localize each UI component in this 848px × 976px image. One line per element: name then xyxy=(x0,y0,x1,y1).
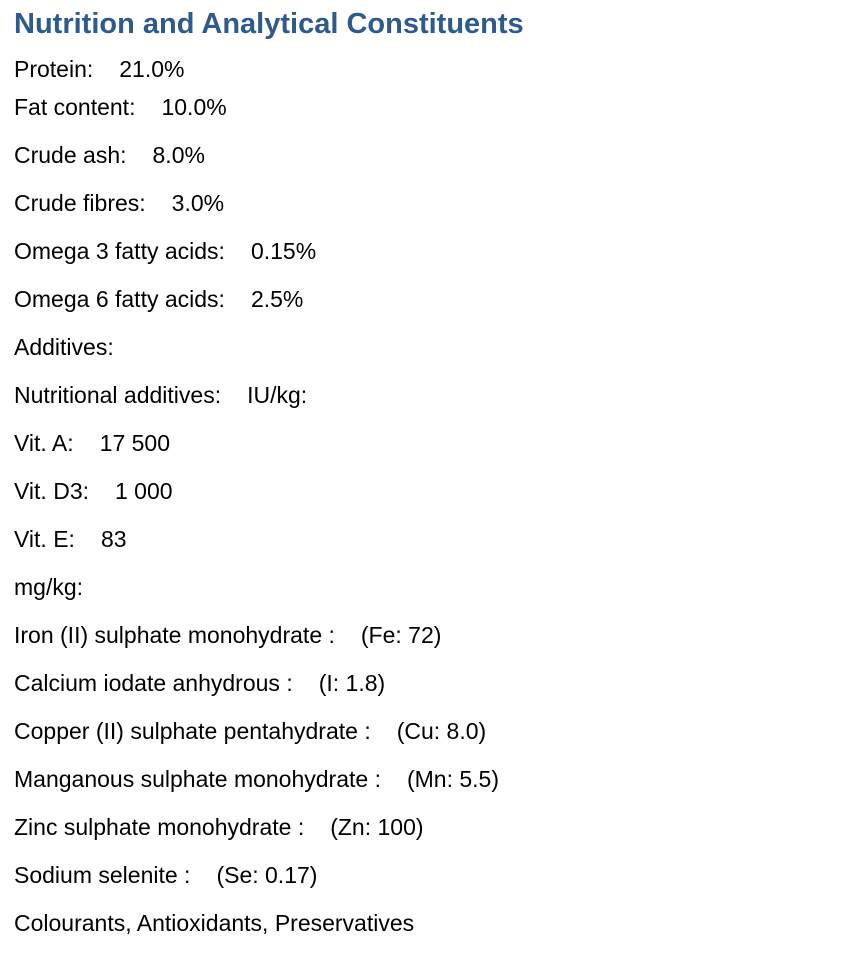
list-item xyxy=(14,799,834,847)
row-value: (Mn: 5.5) xyxy=(406,766,499,792)
row-label: Omega 3 fatty acids: xyxy=(14,238,225,264)
row-label: Calcium iodate anhydrous : xyxy=(14,670,293,696)
list-item xyxy=(14,511,834,559)
row-label: Omega 6 fatty acids: xyxy=(14,286,225,312)
list-item xyxy=(14,367,834,415)
row-label: Fat content: xyxy=(14,94,136,120)
row-label: Sodium selenite : xyxy=(14,862,191,888)
row-value: IU/kg: xyxy=(247,382,308,408)
list-item xyxy=(14,847,834,895)
row-value: 8.0% xyxy=(152,142,205,168)
list-item xyxy=(14,43,834,82)
page-title: Nutrition and Analytical Constituents xyxy=(14,8,524,40)
row-label: Vit. E: xyxy=(14,526,75,552)
row-value: 83 xyxy=(100,526,127,552)
row-label: mg/kg: xyxy=(14,574,84,600)
list-item xyxy=(14,223,834,271)
row-value: (Cu: 8.0) xyxy=(396,718,487,744)
row-value: 21.0% xyxy=(119,56,185,82)
list-item xyxy=(14,127,834,175)
row-label: Colourants, Antioxidants, Preservatives xyxy=(14,910,415,936)
row-label: Vit. D3: xyxy=(14,478,89,504)
constituents-list xyxy=(14,43,834,943)
row-label: Copper (II) sulphate pentahydrate : xyxy=(14,718,371,744)
row-label: Vit. A: xyxy=(14,430,74,456)
row-value: 10.0% xyxy=(161,94,227,120)
list-item xyxy=(14,895,834,943)
row-value: 1 000 xyxy=(115,478,173,504)
row-label: Manganous sulphate monohydrate : xyxy=(14,766,381,792)
list-item xyxy=(14,751,834,799)
row-value: (Se: 0.17) xyxy=(216,862,318,888)
list-item xyxy=(14,559,834,607)
document xyxy=(14,5,834,943)
row-label: Protein: xyxy=(14,56,94,82)
row-label: Crude ash: xyxy=(14,142,127,168)
row-value: 2.5% xyxy=(250,286,304,312)
row-value: (I: 1.8) xyxy=(318,670,386,696)
list-item xyxy=(14,607,834,655)
list-item xyxy=(14,175,834,223)
row-label: Zinc sulphate monohydrate : xyxy=(14,814,305,840)
row-label: Crude fibres: xyxy=(14,190,146,216)
row-value: 17 500 xyxy=(99,430,171,456)
row-label: Iron (II) sulphate monohydrate : xyxy=(14,622,335,648)
list-item xyxy=(14,319,834,367)
list-item xyxy=(14,655,834,703)
row-value: (Zn: 100) xyxy=(330,814,424,840)
row-value: 0.15% xyxy=(250,238,317,264)
list-item xyxy=(14,703,834,751)
list-item xyxy=(14,415,834,463)
list-item xyxy=(14,463,834,511)
row-value: 3.0% xyxy=(171,190,225,216)
row-label: Additives: xyxy=(14,334,114,360)
list-item xyxy=(14,79,834,127)
row-value: (Fe: 72) xyxy=(360,622,442,648)
row-label: Nutritional additives: xyxy=(14,382,222,408)
list-item xyxy=(14,271,834,319)
